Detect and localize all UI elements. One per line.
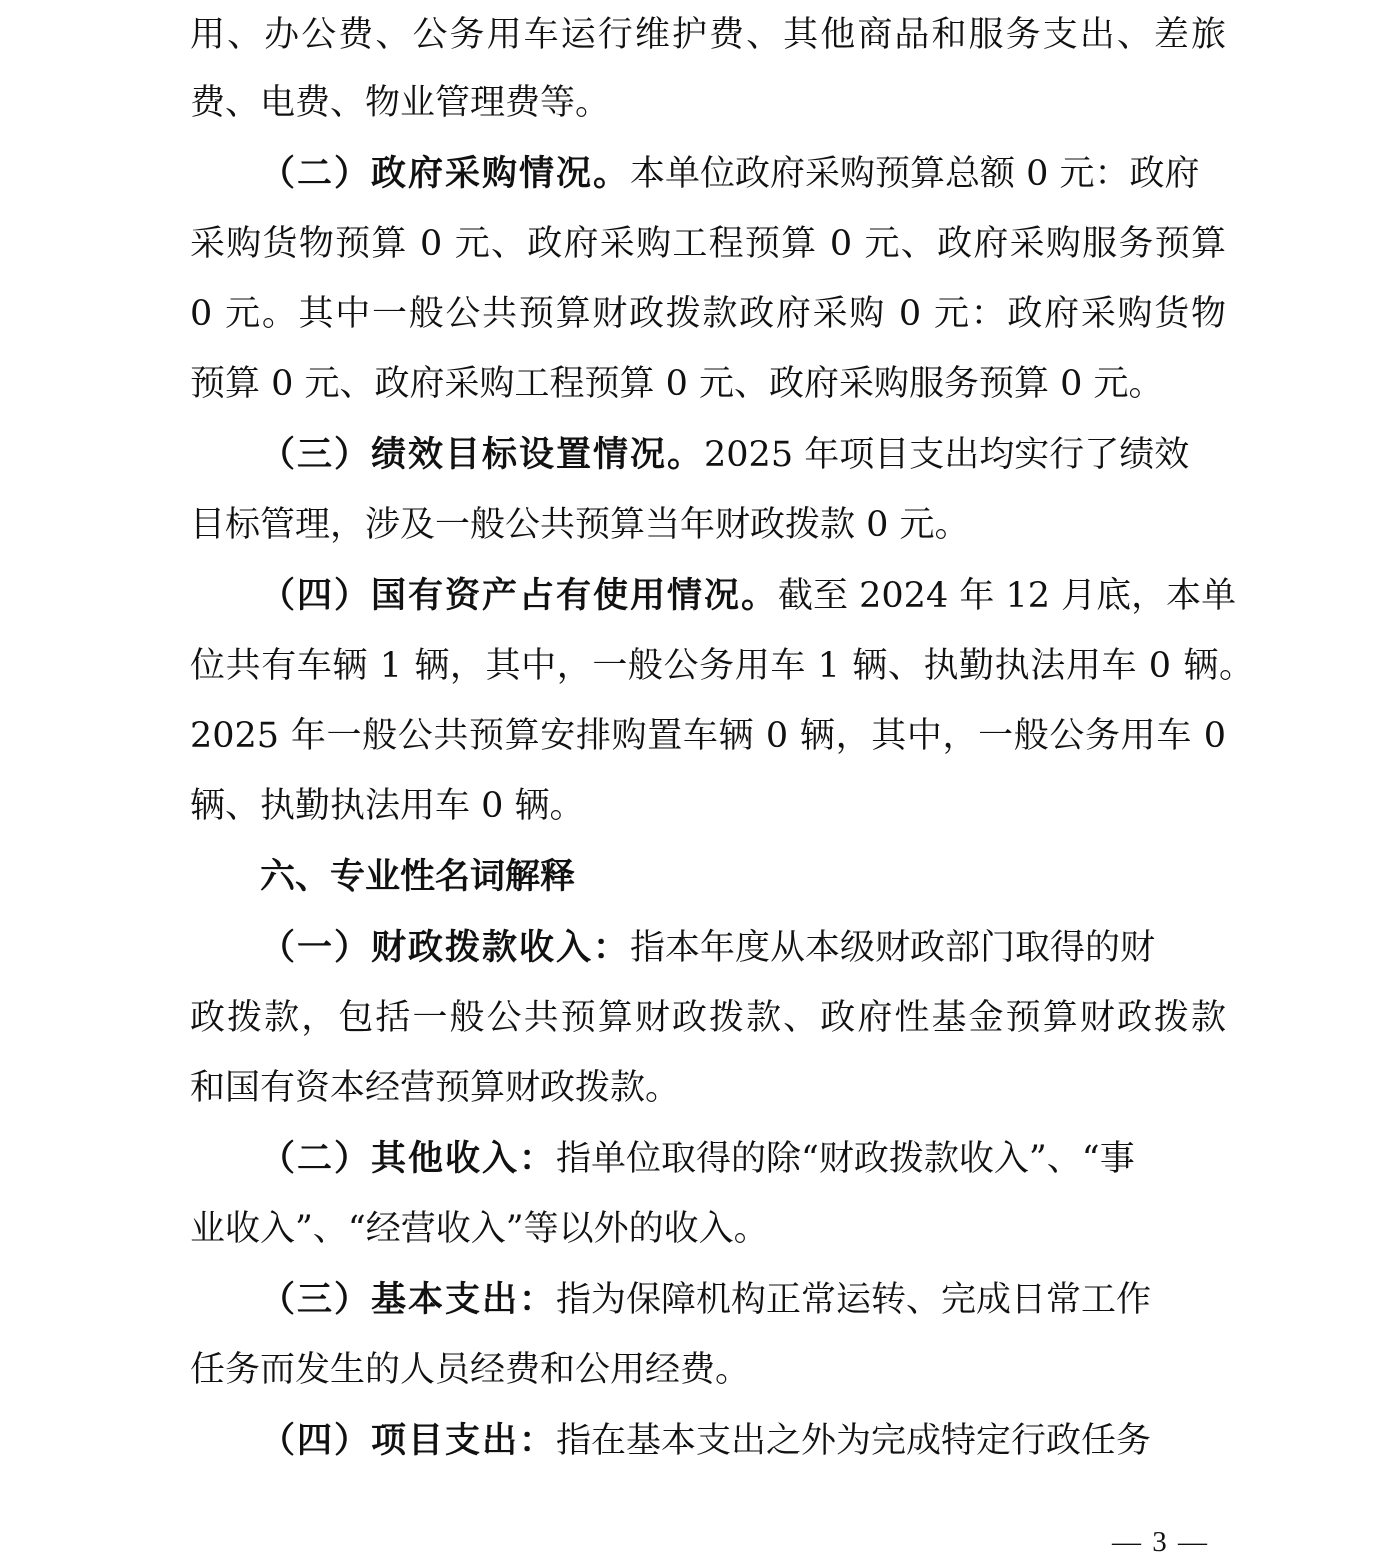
page-number: — 3 — <box>1112 1526 1209 1558</box>
paragraph-line: 采购货物预算 0 元、政府采购工程预算 0 元、政府采购服务预算 <box>190 224 1226 264</box>
definition-basic-expenditure-first-line <box>260 1265 1151 1335</box>
paragraph-line: 辆、执勤执法用车 0 辆。 <box>190 786 585 826</box>
definition-text: 指单位取得的除“财政拨款收入”、“事 <box>556 1139 1135 1179</box>
procurement-text: 本单位政府采购预算总额 0 元：政府 <box>630 154 1200 194</box>
performance-text: 2025 年项目支出均实行了绩效 <box>704 435 1190 475</box>
paragraph-line: 2025 年一般公共预算安排购置车辆 0 辆，其中，一般公务用车 0 <box>190 716 1226 756</box>
definition-fiscal-income-first-line <box>260 913 1155 983</box>
paragraph-line: 目标管理，涉及一般公共预算当年财政拨款 0 元。 <box>190 505 970 545</box>
definition-term: （二）其他收入： <box>260 1139 557 1179</box>
paragraph-line: 0 元。其中一般公共预算财政拨款政府采购 0 元：政府采购货物 <box>190 294 1226 334</box>
definition-project-expenditure-first-line <box>260 1406 1151 1476</box>
paragraph-line: 费、电费、物业管理费等。 <box>190 83 611 123</box>
paragraph-line: 政拨款，包括一般公共预算财政拨款、政府性基金预算财政拨款 <box>190 998 1226 1038</box>
definition-other-income-first-line <box>260 1124 1135 1194</box>
paragraph-line: 任务而发生的人员经费和公用经费。 <box>190 1350 751 1390</box>
paragraph-line: 和国有资本经营预算财政拨款。 <box>190 1068 681 1108</box>
paragraph-line: 预算 0 元、政府采购工程预算 0 元、政府采购服务预算 0 元。 <box>190 364 1164 404</box>
definition-text: 指在基本支出之外为完成特定行政任务 <box>556 1421 1152 1461</box>
procurement-paragraph-first-line <box>260 139 1200 209</box>
performance-paragraph-first-line <box>260 420 1189 490</box>
assets-paragraph-first-line <box>260 561 1236 631</box>
performance-heading: （三）绩效目标设置情况。 <box>260 435 705 475</box>
definition-term: （一）财政拨款收入： <box>260 928 631 968</box>
definition-text: 指本年度从本级财政部门取得的财 <box>630 928 1156 968</box>
paragraph-line: 用、办公费、公务用车运行维护费、其他商品和服务支出、差旅 <box>190 15 1226 55</box>
paragraph-line: 位共有车辆 1 辆，其中，一般公务用车 1 辆、执勤执法用车 0 辆。 <box>190 646 1255 686</box>
assets-heading: （四）国有资产占有使用情况。 <box>260 576 779 616</box>
procurement-heading: （二）政府采购情况。 <box>260 154 631 194</box>
section-heading: 六、专业性名词解释 <box>260 857 576 897</box>
definition-text: 指为保障机构正常运转、完成日常工作 <box>556 1280 1152 1320</box>
paragraph-line: 业收入”、“经营收入”等以外的收入。 <box>190 1209 769 1249</box>
definition-term: （四）项目支出： <box>260 1421 557 1461</box>
assets-text: 截至 2024 年 12 月底，本单 <box>778 576 1237 616</box>
definition-term: （三）基本支出： <box>260 1280 557 1320</box>
